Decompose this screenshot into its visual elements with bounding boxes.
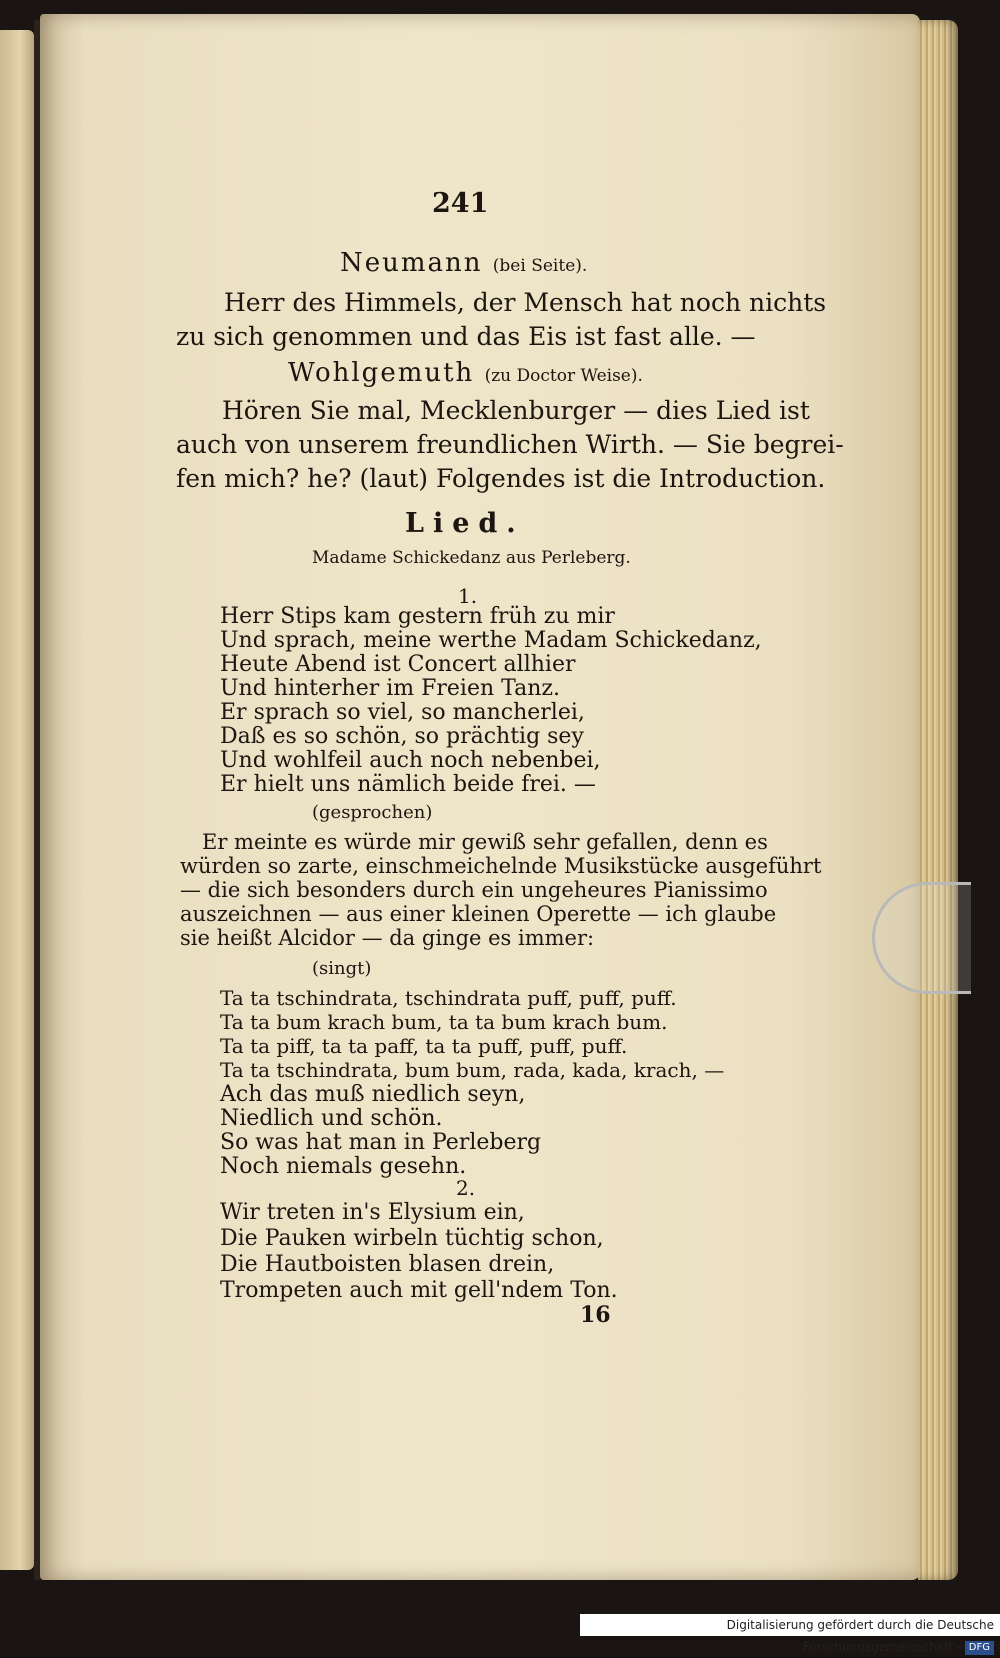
spoken-line: sie heißt Alcidor — da ginge es immer: (180, 926, 595, 950)
speaker-name: Wohlgemuth (288, 358, 475, 388)
stage-direction: (zu Doctor Weise). (484, 366, 643, 386)
stanza-number: 2. (456, 1176, 476, 1200)
verse-line: Trompeten auch mit gell'ndem Ton. (220, 1278, 618, 1303)
verse-line: Wir treten in's Elysium ein, (220, 1200, 525, 1225)
refrain-line: Niedlich und schön. (220, 1106, 443, 1131)
speech-line: Hören Sie mal, Mecklenburger — dies Lied ist (222, 396, 810, 425)
song-title: Lied. (405, 508, 525, 539)
verse-line: Und wohlfeil auch noch nebenbei, (220, 748, 601, 773)
speech-line: zu sich genommen und das Eis ist fast alle. — (176, 322, 756, 351)
spoken-line: — die sich besonders durch ein ungeheures Pianissimo (180, 878, 768, 902)
refrain-line: Ta ta tschindrata, tschindrata puff, puff, puff. (220, 986, 677, 1010)
refrain-line: Ta ta piff, ta ta paff, ta ta puff, puff, puff. (220, 1034, 628, 1058)
footer-text: Digitalisierung gefördert durch die Deutsche Forschungsgemeinschaft - (726, 1618, 994, 1654)
verse-line: Heute Abend ist Concert allhier (220, 652, 576, 677)
speech-line: Herr des Himmels, der Mensch hat noch nichts (224, 288, 827, 317)
spoken-line: auszeichnen — aus einer kleinen Operette — ich glaube (180, 902, 777, 926)
refrain-line: Ta ta bum krach bum, ta ta bum krach bum. (220, 1010, 668, 1034)
left-page-edge (0, 30, 34, 1570)
stage-cue: (gesprochen) (312, 802, 433, 823)
refrain-line: Noch niemals gesehn. (220, 1154, 467, 1179)
stage-cue: (singt) (312, 958, 372, 979)
verse-line: Die Hautboisten blasen drein, (220, 1252, 555, 1277)
verse-line: Und hinterher im Freien Tanz. (220, 676, 560, 701)
speech-line: fen mich? he? (laut) Folgendes ist die Introduction. (176, 464, 826, 493)
footer-credit (580, 1614, 1000, 1654)
refrain-line: Ta ta tschindrata, bum bum, rada, kada, krach, — (220, 1058, 725, 1082)
speaker-name: Neumann (340, 248, 483, 278)
dfg-logo: DFG (965, 1641, 994, 1655)
speaker-wohlgemuth (288, 358, 643, 388)
verse-line: Die Pauken wirbeln tüchtig schon, (220, 1226, 604, 1251)
stanza-number: 1. (458, 584, 478, 608)
verse-line: Er sprach so viel, so mancherlei, (220, 700, 585, 725)
verse-line: Daß es so schön, so prächtig sey (220, 724, 584, 749)
verse-line: Und sprach, meine werthe Madam Schickedanz, (220, 628, 762, 653)
spoken-line: Er meinte es würde mir gewiß sehr gefallen, denn es (202, 830, 768, 854)
verse-line: Er hielt uns nämlich beide frei. — (220, 772, 596, 797)
refrain-line: So was hat man in Perleberg (220, 1130, 542, 1155)
stage-direction: (bei Seite). (492, 256, 588, 276)
speaker-neumann (340, 248, 587, 278)
page-number: 241 (432, 188, 489, 219)
speech-line: auch von unserem freundlichen Wirth. — Sie begrei- (176, 430, 844, 459)
song-subtitle: Madame Schickedanz aus Perleberg. (312, 548, 631, 568)
spoken-line: würden so zarte, einschmeichelnde Musikstücke ausgeführt (180, 854, 822, 878)
verse-line: Herr Stips kam gestern früh zu mir (220, 604, 615, 629)
signature-mark: 16 (580, 1302, 611, 1328)
page-edges (918, 20, 958, 1580)
refrain-line: Ach das muß niedlich seyn, (220, 1082, 526, 1107)
